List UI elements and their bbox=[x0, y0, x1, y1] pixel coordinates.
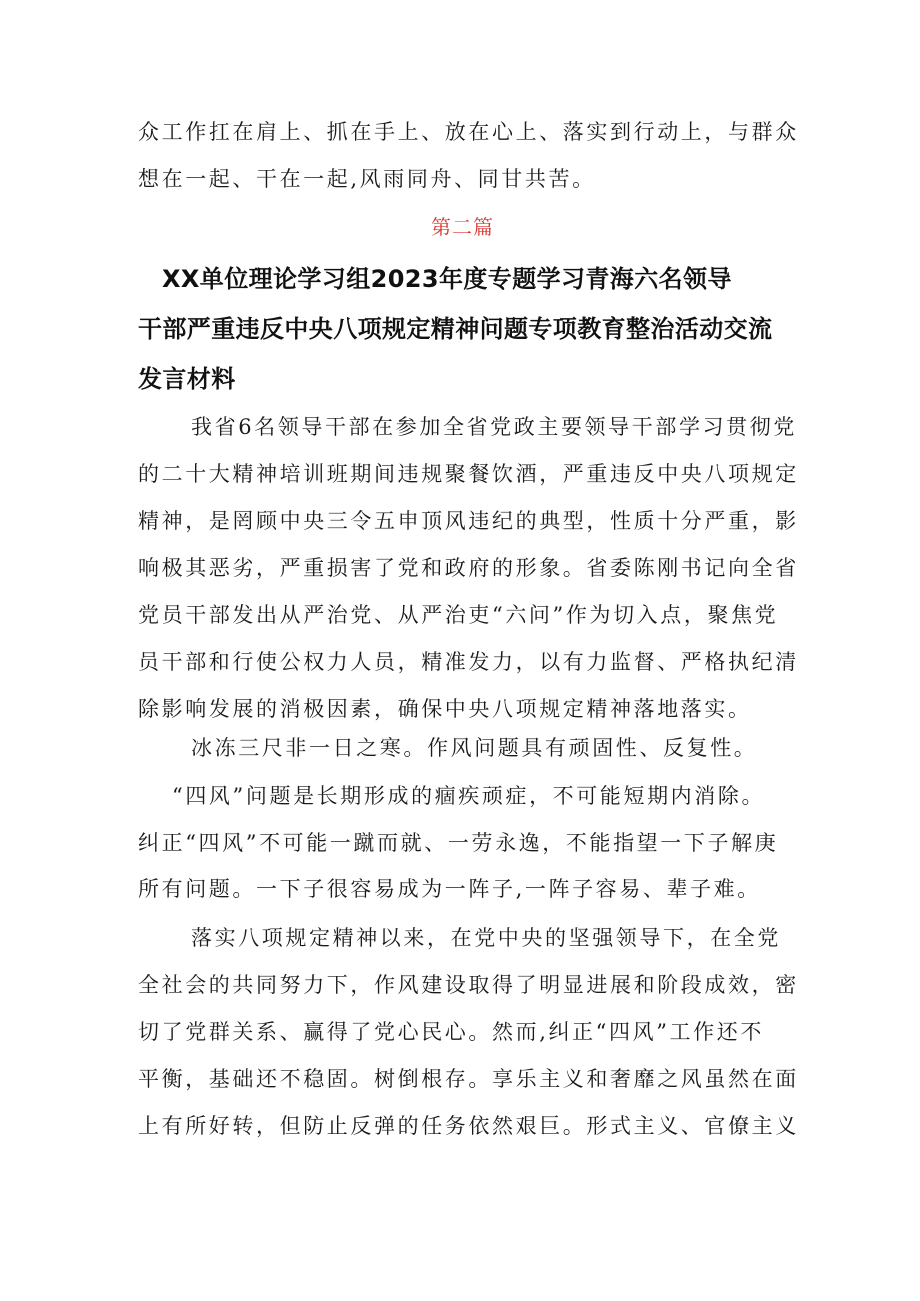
paragraph-line: 全社会的共同努力下，作风建设取得了明显进展和阶段成效，密 bbox=[138, 973, 799, 997]
paragraph-line: 除影响发展的消极因素，确保中央八项规定精神落地落实。 bbox=[138, 697, 752, 721]
paragraph-line: 落实八项规定精神以来，在党中央的坚强领导下，在全党 bbox=[191, 926, 781, 950]
paragraph-line: 切了党群关系、赢得了党心民心。然而,纠正“四风”工作还不 bbox=[138, 1020, 764, 1044]
paragraph-line: 的二十大精神培训班期间违规聚餐饮酒，严重违反中央八项规定 bbox=[138, 462, 799, 486]
paragraph-line: 冰冻三尺非一日之寒。作风问题具有顽固性、反复性。 bbox=[191, 736, 758, 760]
intro-line: 想在一起、干在一起,风雨同舟、同甘共苦。 bbox=[138, 167, 596, 191]
paragraph-line: 所有问题。一下子很容易成为一阵子,一阵子容易、辈子难。 bbox=[138, 877, 761, 901]
paragraph-line: 员干部和行使公权力人员，精准发力，以有力监督、严格执纪清 bbox=[138, 650, 799, 674]
paragraph-line: 党员干部发出从严治党、从严治吏“六问”作为切入点，聚焦党 bbox=[138, 603, 779, 627]
intro-line: 众工作扛在肩上、抓在手上、放在心上、落实到行动上，与群众 bbox=[138, 120, 799, 144]
paragraph-line: 平衡，基础还不稳固。树倒根存。享乐主义和奢靡之风虽然在面 bbox=[138, 1067, 799, 1091]
paragraph-line: 我省6名领导干部在参加全省党政主要领导干部学习贯彻党 bbox=[191, 415, 797, 439]
paragraph-line: “四风”问题是长期形成的痼疾顽症，不可能短期内消除。 bbox=[172, 784, 766, 808]
section-label: 第二篇 bbox=[431, 215, 494, 239]
paragraph-line: 纠正“四风”不可能一蹴而就、一劳永逸，不能指望一下子解庚 bbox=[138, 831, 779, 855]
document-title-line: 发言材料 bbox=[138, 365, 236, 393]
document-title-line: 干部严重违反中央八项规定精神问题专项教育整治活动交流 bbox=[138, 315, 773, 343]
document-title-line: XX单位理论学习组2023年度专题学习青海六名领导 bbox=[162, 265, 732, 293]
paragraph-line: 精神，是罔顾中央三令五申顶风违纪的典型，性质十分严重，影 bbox=[138, 509, 799, 533]
paragraph-line: 响极其恶劣，严重损害了党和政府的形象。省委陈刚书记向全省 bbox=[138, 556, 799, 580]
paragraph-line: 上有所好转，但防止反弹的任务依然艰巨。形式主义、官僚主义 bbox=[138, 1114, 799, 1138]
